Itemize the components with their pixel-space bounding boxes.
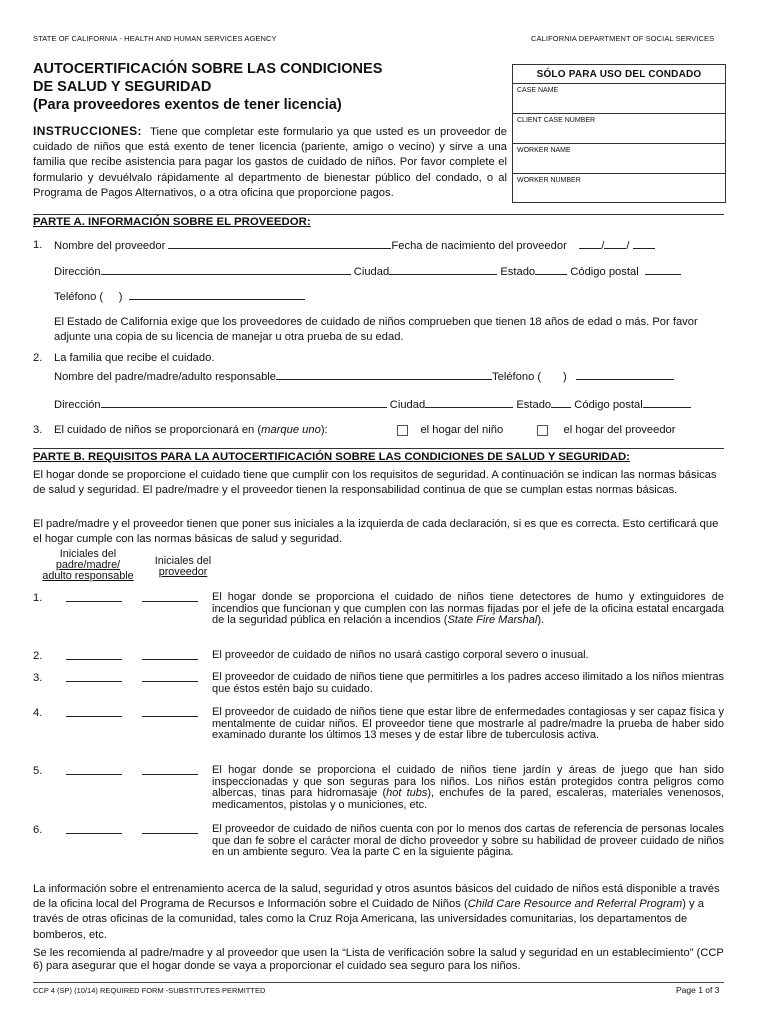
city2-label: Ciudad <box>389 399 426 411</box>
age-note: El Estado de California exige que los proveedores de cuidado de niños comprueben que tienen 18 años de edad o más. Por favor adjunte una copia de su licencia de manejar u otra prueba de su edad. <box>54 316 698 343</box>
provider-initials-field[interactable] <box>142 600 198 602</box>
requirement-number: 2. <box>33 650 43 662</box>
requirement-text <box>212 824 724 859</box>
county-heading: SÓLO PARA USO DEL CONDADO <box>513 65 725 84</box>
client-case-number-field[interactable] <box>513 114 725 144</box>
requirement-text <box>212 707 724 742</box>
provider-initials-header <box>146 556 220 578</box>
provider-address-row <box>54 264 681 280</box>
requirement-text <box>212 592 724 627</box>
provider-name-row: Nombre del proveedor Fecha de nacimiento del proveedor / / <box>54 238 655 254</box>
page-number: Page 1 of 3 <box>676 985 720 995</box>
provider-initials-field[interactable] <box>142 658 198 660</box>
requirement-text <box>212 650 724 662</box>
parent-initials-field[interactable] <box>66 715 122 717</box>
instructions <box>33 124 507 201</box>
part-b-intro-2: El padre/madre y el proveedor tienen que poner sus iniciales a la izquierda de cada declaración, si es que es correcta. Esto certificará que el hogar cumple con las normas básicas de salud y seguridad. <box>33 518 719 545</box>
address2-field[interactable] <box>101 397 387 408</box>
zip2-field[interactable] <box>643 397 691 408</box>
parent-initials-h3: adulto responsable <box>42 570 134 582</box>
item-2-number: 2. <box>33 352 43 364</box>
phone2-field[interactable] <box>576 369 674 380</box>
provider-name-field[interactable] <box>168 238 391 249</box>
training-info-a: La información sobre el entrenamiento acerca de la salud, seguridad y otros asuntos básicos del cuidado de niños está disponible a través de la oficina local del Programa de Recursos e Información sobre el Cuidado de Niños ( <box>33 883 720 911</box>
requirement-text-end: ), enchufes de la pared, escaleras, materiales venenosos, medicamentos, pistolas y o municiones, etc. <box>212 787 724 811</box>
title-line-2: DE SALUD Y SEGURIDAD <box>33 79 212 95</box>
provider-name-label: Nombre del proveedor <box>54 240 166 252</box>
parent-initials-field[interactable] <box>66 658 122 660</box>
care-location-hint: marque uno <box>261 424 321 436</box>
requirement-text-main: El proveedor de cuidado de niños tiene que estar libre de enfermedades contagiosas y ser capaz física y mentalmente de cuidar niños. El proveedor tiene que mostrarle al padre/madre la prueba de haber sido examinado durante los últimos 13 meses y de estar libre de tuberculosis activa. <box>212 706 724 742</box>
training-info <box>33 882 725 943</box>
child-home-label: el hogar del niño <box>420 424 504 436</box>
option-provider-home[interactable] <box>537 423 676 438</box>
phone2-label: Teléfono ( <box>492 371 542 383</box>
requirement-text <box>212 672 724 695</box>
instructions-label: INSTRUCCIONES: <box>33 124 142 138</box>
county-use-box <box>512 64 726 203</box>
part-b-heading-text: PARTE B. REQUISITOS PARA LA AUTOCERTIFICACIÓN SOBRE LAS CONDICIONES DE SALUD Y SEGURIDAD: <box>33 451 630 463</box>
agency-right: CALIFORNIA DEPARTMENT OF SOCIAL SERVICES <box>531 34 715 43</box>
birth-date-label: Fecha de nacimiento del proveedor <box>391 240 567 252</box>
requirement-text <box>212 765 724 811</box>
requirement-text-main: El proveedor de cuidado de niños cuenta con por lo menos dos cartas de referencia de personas locales que dan fe sobre el carácter moral de dicho proveedor y sobre su habilidad de proveer cuidado de niños en un ambiente seguro. Vea la parte C en la siguiente página. <box>212 823 724 859</box>
title-line-3: (Para proveedores exentos de tener licencia) <box>33 97 342 113</box>
part-a-heading-text: PARTE A. INFORMACIÓN SOBRE EL PROVEEDOR: <box>33 216 311 228</box>
parent-name-field[interactable] <box>276 369 492 380</box>
requirement-text-italic: State Fire Marshal <box>447 614 538 627</box>
item-3-number: 3. <box>33 424 43 436</box>
parent-initials-field[interactable] <box>66 680 122 682</box>
requirement-number: 1. <box>33 592 43 604</box>
part-b-intro-1: El hogar donde se proporcione el cuidado tiene que cumplir con los requisitos de seguridad. A continuación se indican las normas básicas de salud y seguridad. El padre/madre y el proveedor tienen la responsabilidad continua de que se cumplan estas normas básicas. <box>33 469 717 496</box>
child-home-checkbox[interactable] <box>397 425 408 436</box>
birth-month-field[interactable] <box>579 238 601 249</box>
parent-name-label: Nombre del padre/madre/adulto responsable <box>54 371 277 383</box>
city2-field[interactable] <box>425 397 513 408</box>
requirement-text-main: El proveedor de cuidado de niños no usará castigo corporal severo o inusual. <box>212 649 589 661</box>
instructions-text: Tiene que completar este formulario ya que usted es un proveedor de cuidado de niños que está exento de tener licencia (pariente, amigo o vecino) y sirve a una familia que recibe asistencia para pagar los gastos de cuidado de niños. Por favor complete el formulario y devuélvalo rápidamente al departmento de bienestar público del condado, o al Programa de Pagos Alternativos, o a otra oficina que proporcione pagos. <box>33 126 508 199</box>
requirement-number: 6. <box>33 824 43 836</box>
provider-phone-row <box>54 289 305 305</box>
requirement-text-main: El hogar donde se proporciona el cuidado de niños tiene jardín y áreas de juego que han sido inspeccionadas y que son seguras para los niños. Los niños están protegidos contra peligros como albercas, tinas para hidromasaje ( <box>212 764 724 800</box>
care-location-row <box>54 423 328 438</box>
zip2-label: Código postal <box>574 399 643 411</box>
state-field[interactable] <box>535 264 567 275</box>
agency-left: STATE OF CALIFORNIA - HEALTH AND HUMAN SERVICES AGENCY <box>33 34 277 43</box>
provider-initials-h2: proveedor <box>158 566 208 578</box>
provider-initials-field[interactable] <box>142 715 198 717</box>
parent-initials-field[interactable] <box>66 773 122 775</box>
provider-initials-field[interactable] <box>142 680 198 682</box>
provider-initials-field[interactable] <box>142 832 198 834</box>
worker-name-label: WORKER NAME <box>517 147 571 154</box>
parent-initials-field[interactable] <box>66 600 122 602</box>
training-info-b: ) y a través de otras oficinas de la comunidad, tales como la Cruz Roja Americana, las universidades comunitarias, los departamentos de bomberos, etc. <box>33 898 704 941</box>
requirement-text-main: El proveedor de cuidado de niños tiene que permitirles a los padres acceso ilimitado a los niños mientras que éstos estén bajo su cuidado. <box>212 671 724 695</box>
phone-paren-close: ) <box>118 291 123 303</box>
parent-initials-h2: padre/madre/ <box>55 559 121 571</box>
zip-field[interactable] <box>645 264 681 275</box>
client-case-number-label: CLIENT CASE NUMBER <box>517 117 596 124</box>
title-line-1: AUTOCERTIFICACIÓN SOBRE LAS CONDICIONES <box>33 61 383 77</box>
family-address-row <box>54 397 691 413</box>
form-title <box>33 60 382 114</box>
requirement-text-end: ). <box>537 614 545 627</box>
parent-initials-h1: Iniciales del <box>59 548 117 560</box>
phone2-paren-close: ) <box>562 371 567 383</box>
state2-field[interactable] <box>551 397 571 408</box>
item-1-number: 1. <box>33 239 43 251</box>
parent-name-row <box>54 369 674 385</box>
case-name-field[interactable] <box>513 84 725 114</box>
address-label: Dirección <box>54 266 101 278</box>
provider-home-label: el hogar del proveedor <box>563 424 676 436</box>
worker-name-field[interactable] <box>513 144 725 174</box>
requirement-text-main: El hogar donde se proporciona el cuidado de niños tiene detectores de humo y extinguidores de incendios que funcionan y que cumplen con las normas fijadas por el jefe de la oficina estatal encargada de la seguridad pública en relación a incendios ( <box>212 591 724 627</box>
requirement-number: 3. <box>33 672 43 684</box>
parent-initials-header <box>32 549 144 582</box>
family-label: La familia que recibe el cuidado. <box>54 352 215 364</box>
provider-initials-field[interactable] <box>142 773 198 775</box>
training-info-italic: Child Care Resource and Referral Program <box>467 898 683 911</box>
part-b-heading <box>33 448 724 463</box>
state2-label: Estado <box>516 399 552 411</box>
state-label: Estado <box>500 266 536 278</box>
requirement-number: 4. <box>33 707 43 719</box>
form-id: CCP 4 (SP) (10/14) REQUIRED FORM -SUBSTITUTES PERMITTED <box>33 986 266 995</box>
zip-label: Código postal <box>570 266 639 278</box>
care-location-end: ): <box>320 424 328 436</box>
birth-year-field[interactable] <box>633 238 655 249</box>
option-child-home[interactable] <box>397 423 503 438</box>
city-field[interactable] <box>389 264 497 275</box>
checklist-recommendation: Se les recomienda al padre/madre y al proveedor que usen la “Lista de verificación sobre la salud y seguridad en un establecimiento” (CCP 6) para asegurar que el hogar donde se vaya a proporcionar el cuidado sea seguro para los niños. <box>33 947 724 972</box>
provider-home-checkbox[interactable] <box>537 425 548 436</box>
phone-field[interactable] <box>129 289 305 300</box>
case-name-label: CASE NAME <box>517 87 559 94</box>
address2-label: Dirección <box>54 399 101 411</box>
part-a-heading <box>33 214 724 228</box>
worker-number-label: WORKER NUMBER <box>517 177 581 184</box>
footer-divider <box>33 982 724 983</box>
requirement-number: 5. <box>33 765 43 777</box>
parent-initials-field[interactable] <box>66 832 122 834</box>
address-field[interactable] <box>101 264 351 275</box>
city-label: Ciudad <box>353 266 390 278</box>
care-location-label: El cuidado de niños se proporcionará en ( <box>54 424 262 436</box>
phone-label: Teléfono ( <box>54 291 104 303</box>
requirement-text-italic: hot tubs <box>386 787 428 800</box>
birth-day-field[interactable] <box>604 238 626 249</box>
worker-number-field[interactable] <box>513 174 725 202</box>
provider-initials-h1: Iniciales del <box>154 555 212 567</box>
